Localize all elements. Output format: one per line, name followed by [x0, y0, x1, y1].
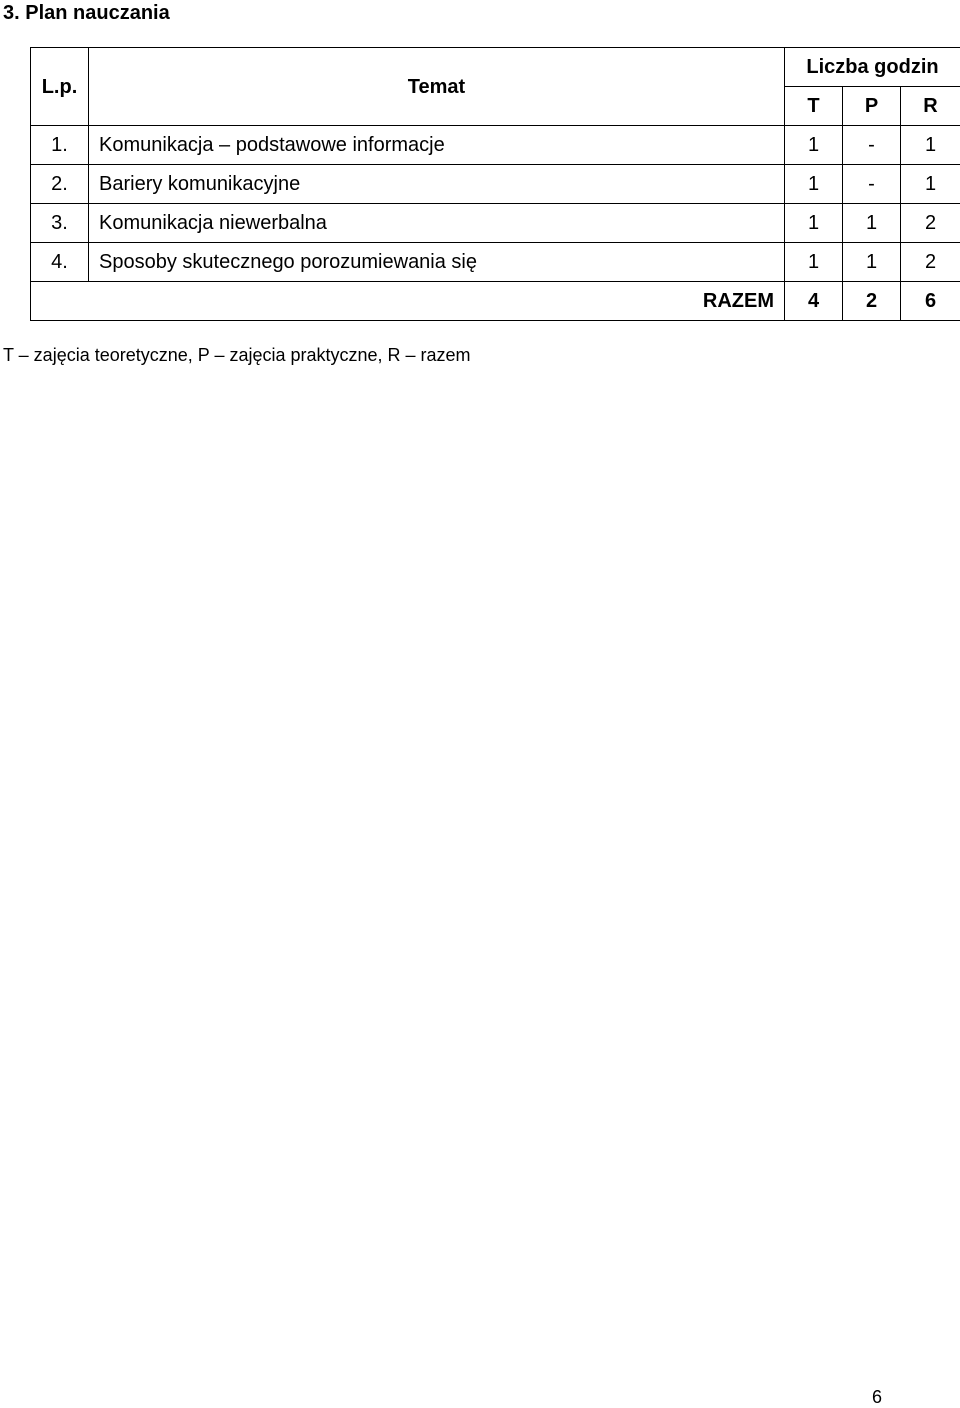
table-row — [31, 204, 960, 243]
row-p: 1 — [843, 204, 901, 243]
header-topic: Temat — [89, 48, 785, 126]
header-p: P — [843, 87, 901, 126]
row-p: 1 — [843, 243, 901, 282]
row-lp: 2. — [31, 165, 89, 204]
row-topic: Komunikacja – podstawowe informacje — [89, 126, 785, 165]
row-t: 1 — [785, 165, 843, 204]
table-row — [31, 243, 960, 282]
total-p: 2 — [843, 282, 901, 321]
study-plan-table — [30, 47, 960, 321]
row-t: 1 — [785, 204, 843, 243]
header-r: R — [901, 87, 960, 126]
table-legend: T – zajęcia teoretyczne, P – zajęcia praktyczne, R – razem — [3, 344, 471, 366]
row-lp: 3. — [31, 204, 89, 243]
row-r: 1 — [901, 126, 960, 165]
row-t: 1 — [785, 243, 843, 282]
row-p: - — [843, 126, 901, 165]
table-header-row — [31, 48, 960, 87]
row-p: - — [843, 165, 901, 204]
page-number: 6 — [872, 1386, 882, 1408]
header-t: T — [785, 87, 843, 126]
row-topic: Sposoby skutecznego porozumiewania się — [89, 243, 785, 282]
section-heading: 3. Plan nauczania — [3, 1, 170, 25]
row-t: 1 — [785, 126, 843, 165]
header-lp: L.p. — [31, 48, 89, 126]
total-label: RAZEM — [31, 282, 785, 321]
row-lp: 1. — [31, 126, 89, 165]
total-row — [31, 282, 960, 321]
header-hours: Liczba godzin — [785, 48, 960, 87]
row-topic: Bariery komunikacyjne — [89, 165, 785, 204]
row-r: 2 — [901, 243, 960, 282]
table-row — [31, 165, 960, 204]
row-r: 2 — [901, 204, 960, 243]
row-topic: Komunikacja niewerbalna — [89, 204, 785, 243]
row-r: 1 — [901, 165, 960, 204]
total-r: 6 — [901, 282, 960, 321]
row-lp: 4. — [31, 243, 89, 282]
table-row — [31, 126, 960, 165]
total-t: 4 — [785, 282, 843, 321]
